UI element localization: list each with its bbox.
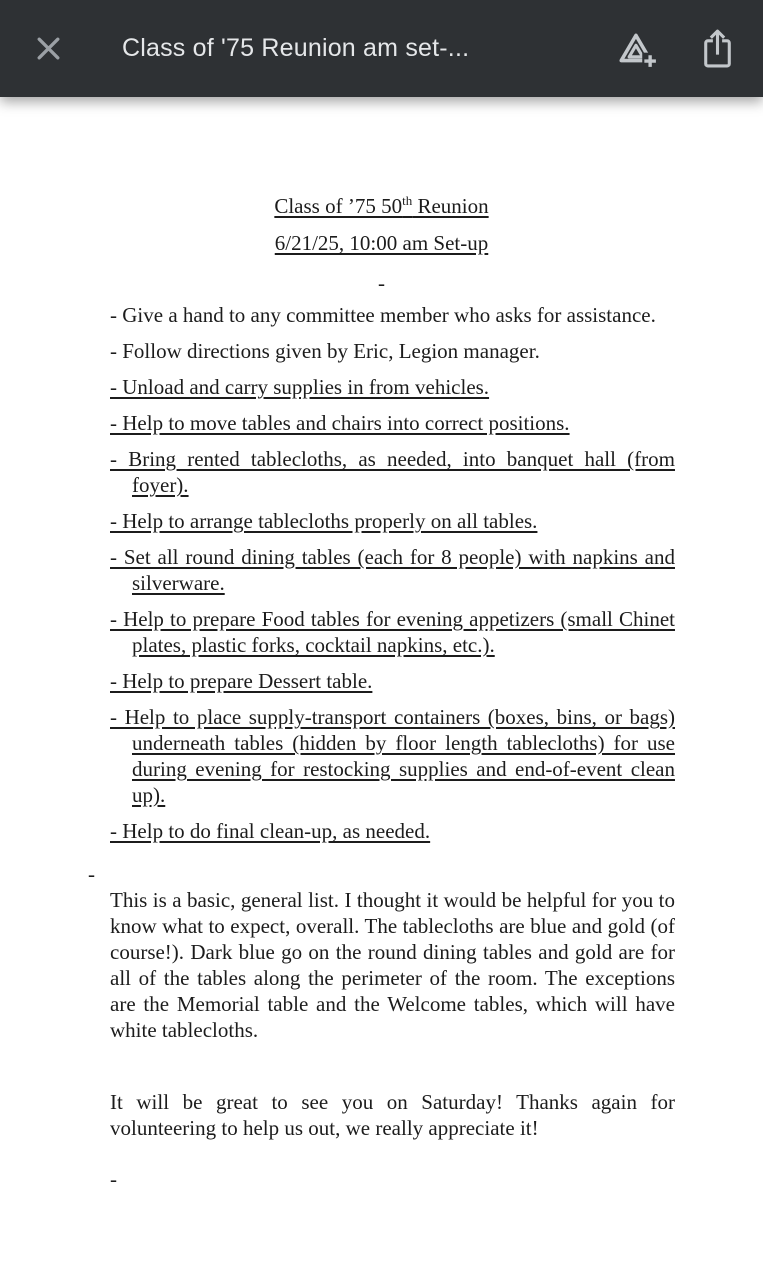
list-item: - Help to arrange tablecloths properly on all tables. [110,509,538,533]
list-item: - Give a hand to any committee member who asks for assistance. [110,303,656,327]
close-x-icon [33,33,64,64]
separator-dash: - [378,271,385,295]
doc-title-superscript: th [402,193,413,208]
list-item: - Unload and carry supplies in from vehicles. [110,375,490,399]
share-icon [702,27,733,70]
doc-title-text-end: Reunion [412,194,489,218]
appbar-actions [616,27,733,70]
list-item: - Help to prepare Food tables for evening appetizers (small Chinet plates, plastic forks, cocktail napkins, etc.). [110,607,675,657]
document-content [0,97,763,1232]
list-item: - Help to move tables and chairs into correct positions. [110,411,570,435]
close-button[interactable] [30,31,66,67]
add-to-drive-button[interactable] [616,28,658,70]
list-item: - Set all round dining tables (each for 8 people) with napkins and silverware. [110,545,675,595]
body-paragraph: This is a basic, general list. I thought it would be helpful for you to know what to expect, overall. The tablecloths are blue and gold (of course!). Dark blue go on the round dining tables and gold are for all of the tables along the perimeter of the room. The exceptions are the Memorial table and the Welcome tables, which will have white tablecloths. [110,888,675,1042]
appbar [0,0,763,97]
end-dash: - [110,1167,117,1191]
doc-subtitle: 6/21/25, 10:00 am Set-up [274,231,489,255]
list-item: - Help to do final clean-up, as needed. [110,819,431,843]
list-item: - Help to prepare Dessert table. [110,669,373,693]
document-page [0,97,763,1280]
list-item: - Bring rented tablecloths, as needed, into banquet hall (from foyer). [110,447,675,497]
add-to-drive-icon [616,28,658,70]
share-button[interactable] [702,27,733,70]
list-item: - Help to place supply-transport containers (boxes, bins, or bags) underneath tables (hidden by floor length tablecloths) for use during evening for restocking supplies and end-of-event clean up). [110,705,675,807]
doc-title-text: Class of ’75 50 [274,194,403,218]
list-item: - Follow directions given by Eric, Legion manager. [110,339,540,363]
task-list [88,302,675,844]
closing-paragraph: It will be great to see you on Saturday! Thanks again for volunteering to help us out, we really appreciate it! [110,1090,675,1140]
doc-title [88,188,675,225]
margin-dash: - [88,862,95,886]
document-title-truncated: Class of '75 Reunion am set-... [122,34,470,62]
